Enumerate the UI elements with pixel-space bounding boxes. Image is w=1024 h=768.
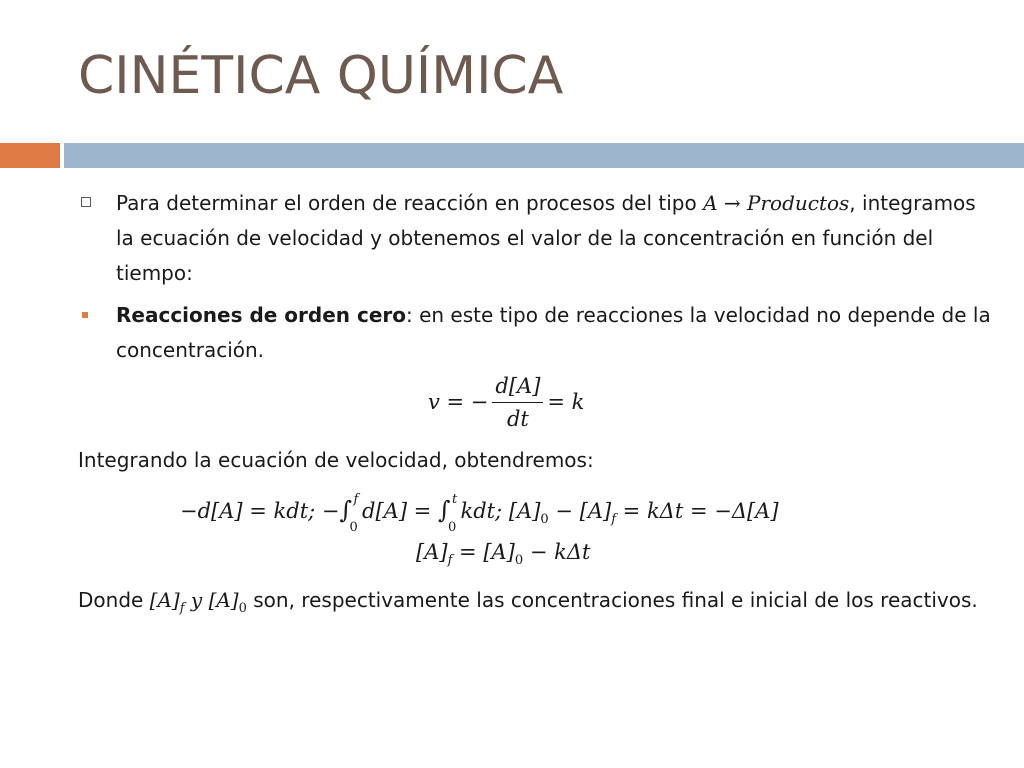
donde-paragraph xyxy=(78,583,978,626)
subscript-f: f xyxy=(447,553,453,568)
integral-part4: − [A] xyxy=(548,499,612,523)
velocity-equation xyxy=(428,366,584,438)
integrating-text: Integrando la ecuación de velocidad, obtendremos: xyxy=(78,448,594,472)
subscript-zero: 0 xyxy=(238,601,247,616)
fraction-denominator: dt xyxy=(506,406,529,431)
integral-upper-limit: f xyxy=(353,492,359,507)
donde-word: Donde xyxy=(78,588,150,612)
reaction-formula: A → Productos xyxy=(703,191,850,215)
bullet2-bold-label: Reacciones de orden cero xyxy=(116,303,406,327)
subscript-f: f xyxy=(611,512,616,527)
integral-lower-limit: 0 xyxy=(349,520,358,535)
donde-math-final: [A] xyxy=(149,588,180,612)
integral-part2: d[A] = xyxy=(362,499,438,523)
bullet-paragraph-1 xyxy=(116,186,986,291)
donde-rest: son, respectivamente las concentraciones final e inicial de los reactivos. xyxy=(246,588,978,612)
bullet-paragraph-2 xyxy=(116,298,996,368)
integral-part1: −d[A] = kdt; − xyxy=(180,499,340,523)
donde-math-initial: [A] xyxy=(208,588,239,612)
velocity-fraction xyxy=(492,372,543,433)
integral-part5: = kΔt = −Δ[A] xyxy=(616,499,779,523)
fraction-numerator: d[A] xyxy=(492,372,543,403)
result-part3: − kΔt xyxy=(523,540,591,564)
integral-part3: kdt; [A] xyxy=(460,499,541,523)
integral-equation xyxy=(180,492,779,538)
slide-title: CINÉTICA QUÍMICA xyxy=(78,46,564,106)
accent-bar-orange xyxy=(0,143,60,168)
integral-sign-icon: ∫ f 0 xyxy=(340,492,353,528)
result-part2: = [A] xyxy=(452,540,515,564)
velocity-lhs: v = − xyxy=(428,390,489,414)
subscript-f: f xyxy=(179,601,185,616)
result-equation xyxy=(416,534,590,579)
integral-sign-icon: ∫ t 0 xyxy=(438,492,451,528)
filled-square-bullet-icon xyxy=(82,312,88,318)
hollow-square-bullet-icon xyxy=(81,197,91,207)
bullet1-text-after: , integramos la ecuación de velocidad y obtenemos el valor de la concentración en función del tiempo: xyxy=(116,191,976,285)
velocity-rhs: = k xyxy=(547,390,585,414)
subscript-zero: 0 xyxy=(540,512,549,527)
accent-bar-blue xyxy=(64,143,1024,168)
subscript-zero: 0 xyxy=(514,553,524,568)
integral-upper-limit: t xyxy=(451,492,458,507)
donde-math-y: y xyxy=(184,588,209,612)
integral-lower-limit: 0 xyxy=(447,520,457,535)
bullet1-text-before: Para determinar el orden de reacción en procesos del tipo xyxy=(116,191,704,215)
bullet2-text: : en este tipo de reacciones la velocidad no depende de la concentración. xyxy=(116,303,991,362)
result-part1: [A] xyxy=(416,540,448,564)
